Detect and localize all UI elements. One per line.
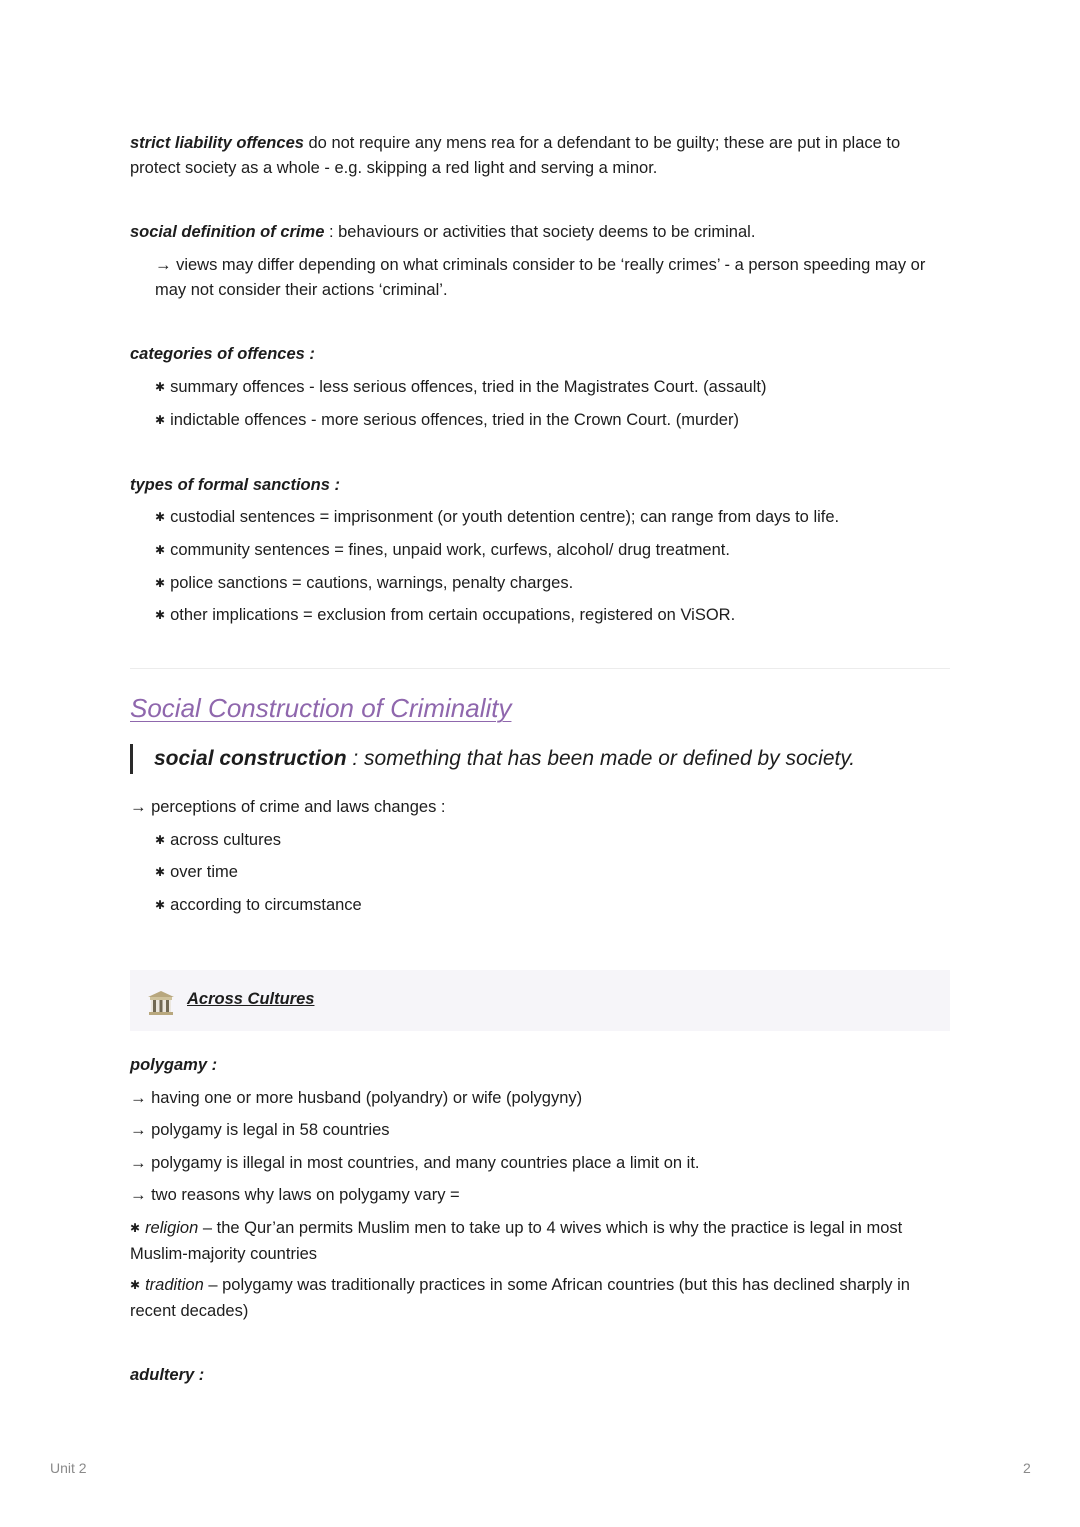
item-text: across cultures bbox=[170, 831, 282, 849]
list-item bbox=[155, 408, 945, 434]
list-item bbox=[155, 505, 945, 531]
polygamy-heading: polygamy : bbox=[130, 1056, 218, 1074]
adultery-heading: adultery : bbox=[130, 1366, 205, 1384]
bullet-icon: ✱ bbox=[155, 865, 166, 879]
bullet-icon: ✱ bbox=[155, 833, 166, 847]
term: social definition of crime bbox=[130, 223, 325, 241]
bullet-icon: ✱ bbox=[155, 608, 166, 622]
perceptions-intro: → perceptions of crime and laws changes : bbox=[130, 798, 446, 816]
reason-term: tradition bbox=[145, 1276, 204, 1294]
definition: do not require any mens rea for a defendant to be guilty; these are put in place to protect society as a whole - e.g. skipping a red light and serving a minor. bbox=[130, 134, 901, 177]
item-text: indictable offences - more serious offences, tried in the Crown Court. (murder) bbox=[170, 411, 739, 429]
classical-building-icon bbox=[146, 988, 176, 1018]
categories-heading: categories of offences : bbox=[130, 345, 315, 363]
item-text: over time bbox=[170, 863, 238, 881]
item-text: community sentences = fines, unpaid work, curfews, alcohol/ drug treatment. bbox=[170, 541, 730, 559]
bullet-icon: ✱ bbox=[155, 413, 166, 427]
polygamy-point: → polygamy is illegal in most countries, and many countries place a limit on it. bbox=[130, 1154, 700, 1172]
definition: : behaviours or activities that society deems to be criminal. bbox=[324, 223, 756, 241]
item-text: custodial sentences = imprisonment (or youth detention centre); can range from days to life. bbox=[170, 508, 840, 526]
polygamy-point: → having one or more husband (polyandry) or wife (polygyny) bbox=[130, 1089, 583, 1107]
item-text: according to circumstance bbox=[170, 896, 362, 914]
reason-text: – polygamy was traditionally practices in some African countries (but this has declined sharply in recent decades) bbox=[130, 1276, 910, 1320]
social-definition-note: → views may differ depending on what criminals consider to be ‘really crimes’ - a person speeding may or may not consider their actions ‘criminal’. bbox=[155, 256, 926, 299]
quote-text: : something that has been made or defined by society. bbox=[346, 747, 856, 770]
term: strict liability offences bbox=[130, 134, 304, 152]
sanctions-heading: types of formal sanctions : bbox=[130, 476, 340, 494]
across-cultures-callout bbox=[130, 970, 950, 1031]
bullet-icon: ✱ bbox=[155, 543, 166, 557]
list-item bbox=[155, 828, 945, 854]
definition-quote bbox=[130, 744, 855, 774]
list-item bbox=[155, 571, 945, 597]
social-definition-paragraph bbox=[130, 220, 950, 245]
list-item bbox=[155, 893, 945, 919]
tradition-reason bbox=[130, 1273, 950, 1323]
bullet-icon: ✱ bbox=[130, 1278, 141, 1292]
bullet-icon: ✱ bbox=[155, 898, 166, 912]
list-item bbox=[155, 538, 945, 564]
bullet-icon: ✱ bbox=[155, 380, 166, 394]
reason-text: – the Qur’an permits Muslim men to take up to 4 wives which is why the practice is legal in most Muslim-majority countries bbox=[130, 1219, 903, 1263]
divider bbox=[130, 668, 950, 669]
callout-title: Across Cultures bbox=[187, 990, 315, 1008]
reason-term: religion bbox=[145, 1219, 199, 1237]
list-item bbox=[155, 603, 945, 629]
religion-reason bbox=[130, 1216, 950, 1266]
bullet-icon: ✱ bbox=[155, 510, 166, 524]
item-text: summary offences - less serious offences, tried in the Magistrates Court. (assault) bbox=[170, 378, 767, 396]
polygamy-point: → polygamy is legal in 58 countries bbox=[130, 1121, 390, 1139]
item-text: police sanctions = cautions, warnings, penalty charges. bbox=[170, 574, 574, 592]
bullet-icon: ✱ bbox=[130, 1221, 141, 1235]
list-item bbox=[155, 860, 945, 886]
list-item bbox=[155, 375, 945, 401]
page-number: 2 bbox=[1023, 1460, 1031, 1476]
item-text: other implications = exclusion from certain occupations, registered on ViSOR. bbox=[170, 606, 736, 624]
strict-liability-paragraph bbox=[130, 131, 950, 180]
section-title: Social Construction of Criminality bbox=[130, 693, 512, 723]
footer-unit: Unit 2 bbox=[50, 1460, 87, 1476]
bullet-icon: ✱ bbox=[155, 576, 166, 590]
quote-term: social construction bbox=[154, 747, 347, 770]
polygamy-point: → two reasons why laws on polygamy vary = bbox=[130, 1186, 460, 1204]
